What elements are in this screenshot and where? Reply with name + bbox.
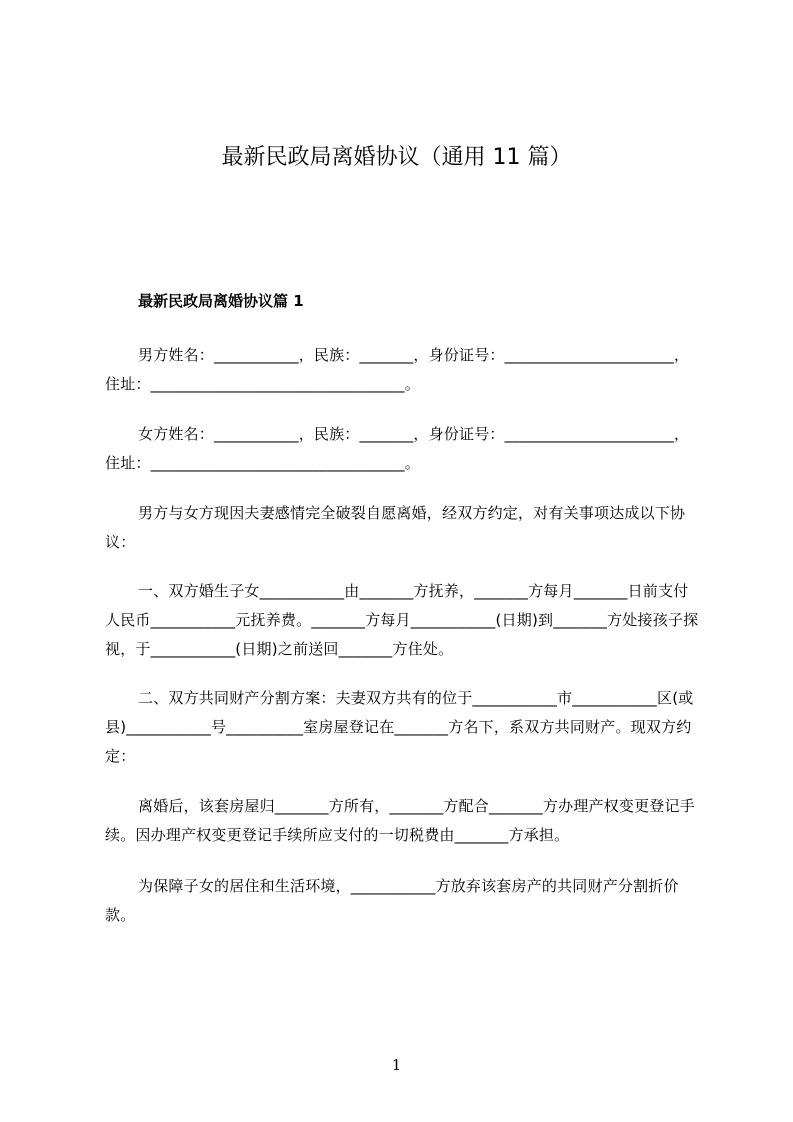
paragraph-male-party-info: 男方姓名：___________，民族：_______，身份证号：______________________，住址：_________________________________。 — [105, 346, 690, 393]
paragraph-clause-children: 一、双方婚生子女___________由_______方抚养，_______方每月_______日前支付人民币___________元抚养费。_______方每月___________(日期)到_______方处接孩子探视，于___________(日期)之前送回_______方住处。 — [105, 582, 699, 658]
document-title: 最新民政局离婚协议（通用 11 篇） — [221, 145, 572, 170]
paragraph-agreement-intro: 男方与女方现因夫妻感情完全破裂自愿离婚，经双方约定，对有关事项达成以下协议： — [105, 504, 686, 551]
paragraph-house-ownership: 离婚后，该套房屋归_______方所有，_______方配合_______方办理产权变更登记手续。因办理产权变更登记手续所应支付的一切税费由_______方承担。 — [105, 797, 695, 844]
paragraph-waiver: 为保障子女的居住和生活环境，___________方放弃该套房产的共同财产分割折价款。 — [105, 877, 679, 924]
paragraph-female-party-info: 女方姓名：___________，民族：_______，身份证号：______________________，住址：_________________________________。 — [105, 425, 690, 472]
section-heading: 最新民政局离婚协议篇 1 — [138, 292, 304, 310]
paragraph-clause-property: 二、双方共同财产分割方案：夫妻双方共有的位于___________市___________区(或县)___________号__________室房屋登记在_______方名下，系双方共同财产。现双方约定： — [105, 689, 694, 765]
page-number: 1 — [391, 1056, 402, 1074]
